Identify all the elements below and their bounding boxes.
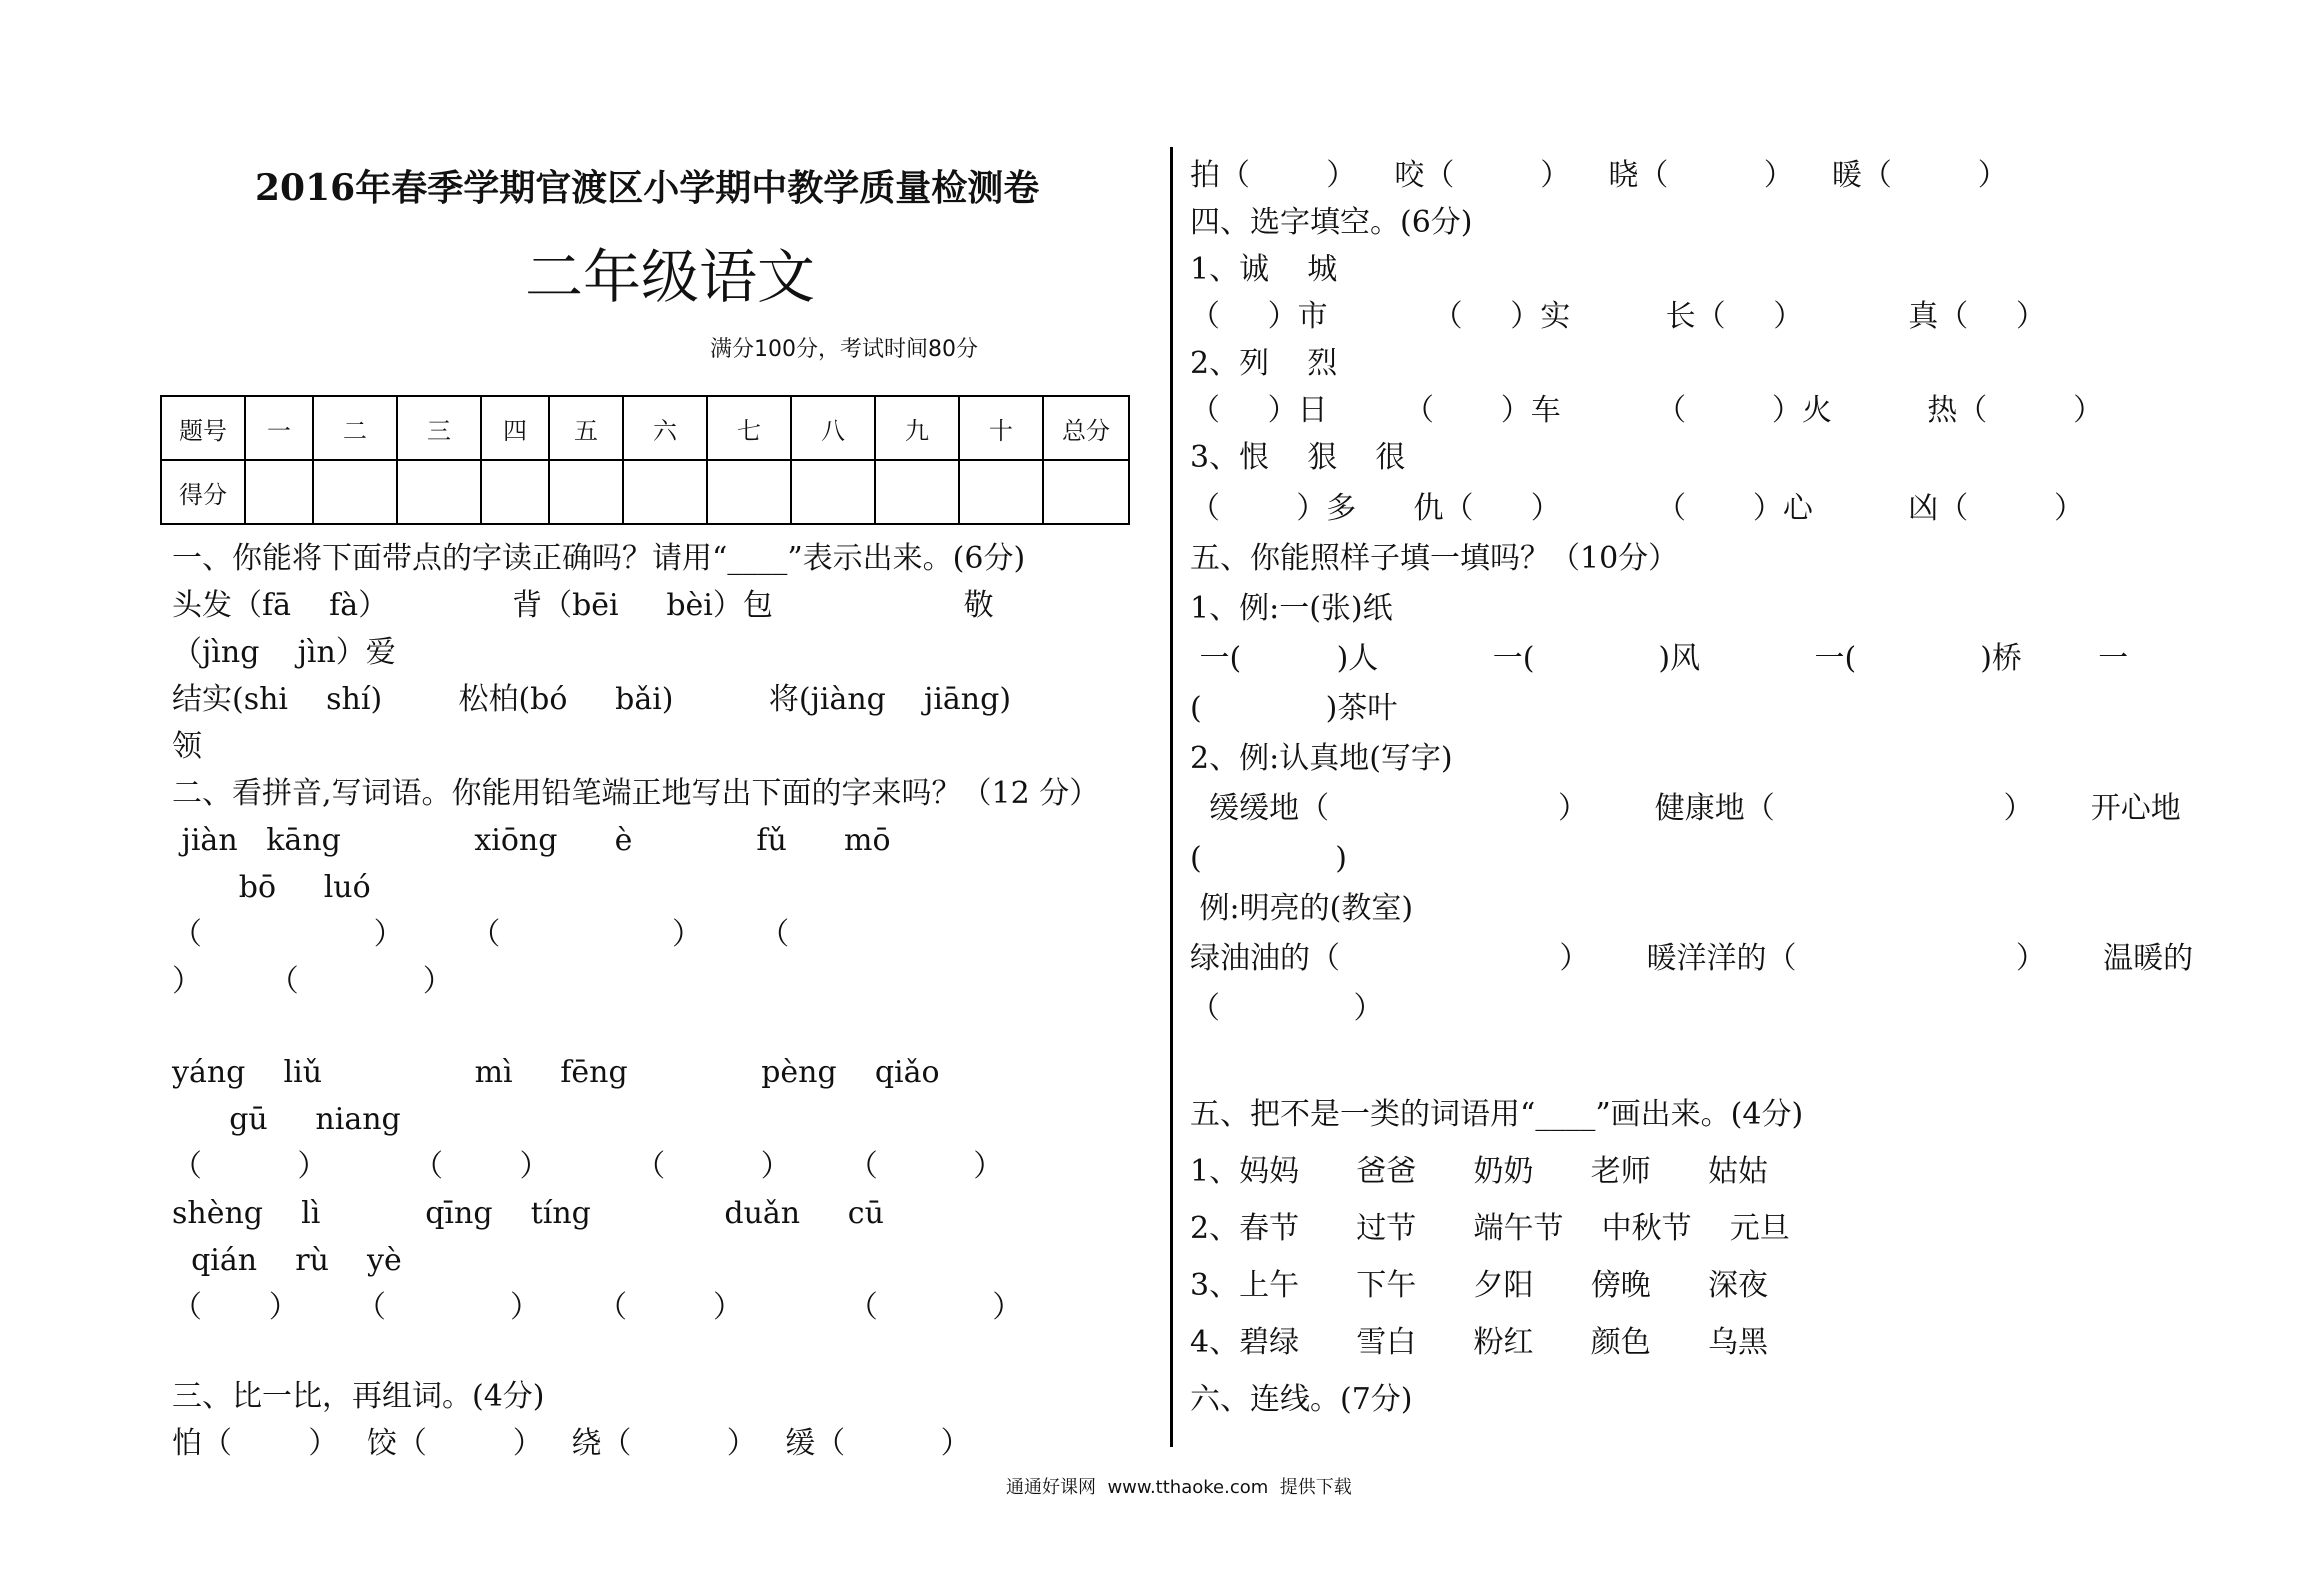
score-cell: 三 <box>397 396 481 460</box>
q6-word-row[interactable]: 1、妈妈 爸爸 奶奶 老师 姑姑 <box>1190 1154 1768 1189</box>
score-input-cell[interactable] <box>313 460 397 524</box>
score-input-cell[interactable] <box>1043 460 1129 524</box>
q5-answer-line[interactable]: 缓缓地（ ） 健康地（ ） 开心地 <box>1190 791 2181 826</box>
score-cell: 四 <box>481 396 549 460</box>
score-cell: 十 <box>959 396 1043 460</box>
column-divider <box>1170 147 1173 1447</box>
score-input-cell[interactable] <box>245 460 313 524</box>
score-input-cell[interactable] <box>791 460 875 524</box>
q2-pinyin-line: qián rù yè <box>172 1243 402 1278</box>
q5-title: 五、你能照样子填一填吗？（10分） <box>1190 541 1679 576</box>
score-cell: 六 <box>623 396 707 460</box>
q3-line[interactable]: 拍（ ） 咬（ ） 晓（ ） 暖（ ） <box>1190 158 2008 193</box>
q5-answer-line[interactable]: 一( )人 一( )风 一( )桥 一 <box>1190 641 2129 676</box>
q4-answer-line[interactable]: （ ）日 （ ）车 （ ）火 热（ ） <box>1190 393 2104 428</box>
score-table-score-row <box>161 460 1129 524</box>
score-cell: 七 <box>707 396 791 460</box>
q2-pinyin-line: jiàn kāng xiōng è fǔ mō <box>172 823 891 858</box>
q6-word-row[interactable]: 4、碧绿 雪白 粉红 颜色 乌黑 <box>1190 1325 1768 1360</box>
q2-title: 二、看拼音,写词语。你能用铅笔端正地写出下面的字来吗？（12 分） <box>172 776 1100 811</box>
q1-title: 一、你能将下面带点的字读正确吗？请用“____”表示出来。(6分) <box>172 541 1026 576</box>
score-input-cell[interactable] <box>623 460 707 524</box>
exam-meta: 满分100分，考试时间80分 <box>710 337 978 362</box>
q6-word-row[interactable]: 2、春节 过节 端午节 中秋节 元旦 <box>1190 1211 1790 1246</box>
q4-title: 四、选字填空。(6分) <box>1190 205 1473 240</box>
q5-example: 2、例:认真地(写字) <box>1190 741 1453 776</box>
score-input-cell[interactable] <box>875 460 959 524</box>
q4-item: 2、列 烈 <box>1190 346 1338 381</box>
q5-example: 1、例:一(张)纸 <box>1190 591 1393 626</box>
score-input-cell[interactable] <box>959 460 1043 524</box>
q2-answer-line[interactable]: （ ） （ ） （ <box>172 917 790 952</box>
score-input-cell[interactable] <box>707 460 791 524</box>
q2-pinyin-line: bō luó <box>172 870 371 905</box>
q2-pinyin-line: yáng liǔ mì fēng pèng qiǎo <box>172 1055 940 1090</box>
q4-answer-line[interactable]: （ ）多 仇（ ） （ ）心 凶（ ） <box>1190 491 2085 526</box>
q5-answer-line[interactable]: （ ） <box>1190 991 1384 1026</box>
q2-answer-line[interactable]: ） （ ） <box>172 964 453 999</box>
score-cell: 二 <box>313 396 397 460</box>
score-table-header-row <box>161 396 1129 460</box>
q6-title: 五、把不是一类的词语用“____”画出来。(4分) <box>1190 1097 1804 1132</box>
score-table <box>160 395 1130 525</box>
score-cell: 题号 <box>161 396 245 460</box>
q2-answer-line[interactable]: （ ） （ ） （ ） （ ） <box>172 1290 1023 1325</box>
score-input-cell[interactable] <box>549 460 623 524</box>
q6-word-row[interactable]: 3、上午 下午 夕阳 傍晚 深夜 <box>1190 1268 1768 1303</box>
q5-answer-line[interactable]: 绿油油的（ ） 暖洋洋的（ ） 温暖的 <box>1190 941 2194 976</box>
score-cell: 五 <box>549 396 623 460</box>
q1-line: （jìng jìn）爱 <box>172 635 396 670</box>
q5-example: 例:明亮的(教室) <box>1190 891 1414 926</box>
score-input-cell[interactable] <box>481 460 549 524</box>
q4-answer-line[interactable]: （ ）市 （ ）实 长（ ） 真（ ） <box>1190 299 2046 334</box>
exam-title: 2016年春季学期官渡区小学期中教学质量检测卷 <box>255 167 1040 209</box>
exam-subtitle: 二年级语文 <box>525 243 816 311</box>
q5-answer-line[interactable]: ( ) <box>1190 841 1347 876</box>
score-cell: 八 <box>791 396 875 460</box>
q3-line[interactable]: 怕（ ） 饺（ ） 绕（ ） 缓（ ） <box>172 1426 971 1461</box>
score-cell: 得分 <box>161 460 245 524</box>
q1-line: 结实(shi shí) 松柏(bó bǎi) 将(jiàng jiāng) <box>172 682 1012 717</box>
footer-credit: 通通好课网 www.tthaoke.com 提供下载 <box>1006 1477 1352 1498</box>
q7-title: 六、连线。(7分) <box>1190 1382 1413 1417</box>
q1-line: 领 <box>172 729 202 764</box>
score-cell: 总分 <box>1043 396 1129 460</box>
q3-title: 三、比一比，再组词。(4分) <box>172 1379 545 1414</box>
score-cell: 九 <box>875 396 959 460</box>
q2-pinyin-line: gū niang <box>172 1102 401 1137</box>
score-cell: 一 <box>245 396 313 460</box>
q4-item: 3、恨 狠 很 <box>1190 440 1406 475</box>
q2-pinyin-line: shèng lì qīng tíng duǎn cū <box>172 1196 884 1231</box>
score-input-cell[interactable] <box>397 460 481 524</box>
q5-answer-line[interactable]: ( )茶叶 <box>1190 691 1398 726</box>
q1-line: 头发（fā fà） 背（bēi bèi）包 敬 <box>172 588 994 623</box>
q4-item: 1、诚 城 <box>1190 252 1338 287</box>
q2-answer-line[interactable]: （ ） （ ） （ ） （ ） <box>172 1149 1004 1184</box>
